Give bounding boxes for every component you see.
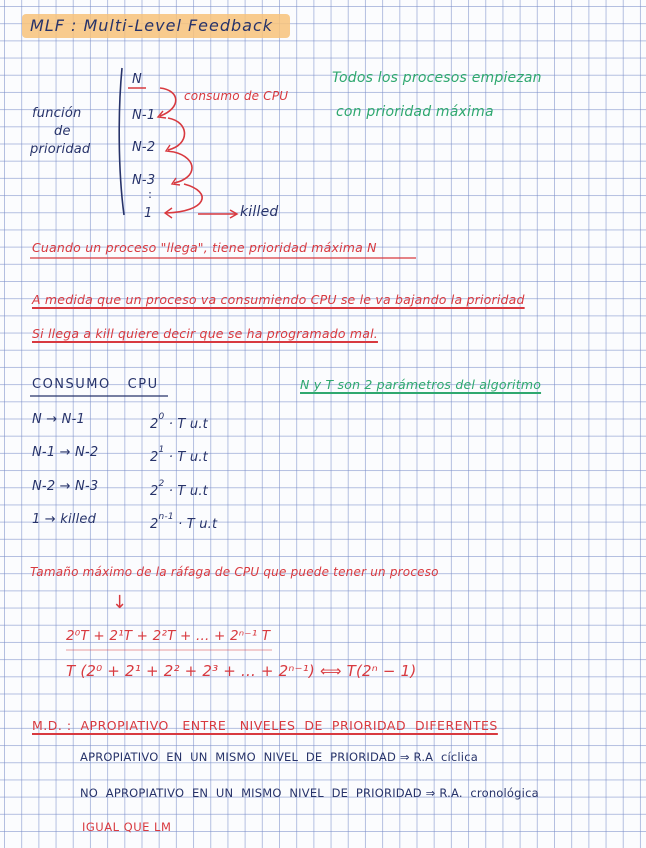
level-n-2: N-2 xyxy=(132,140,156,155)
md-line-3: NO APROPIATIVO EN UN MISMO NIVEL DE PRIORIDAD ⇒ R.A. cronológica xyxy=(80,786,539,800)
page-title: MLF : Multi-Level Feedback xyxy=(30,16,274,35)
diagram-label-line-3: prioridad xyxy=(30,142,91,157)
rafaga-line: Tamaño máximo de la ráfaga de CPU que puede tener un proceso xyxy=(30,565,439,579)
level-n-1: N-1 xyxy=(132,108,156,123)
consumo-row-right: $2^1 \cdot T$ u.t xyxy=(150,445,208,465)
arrow-label-consumo: consumo de CPU xyxy=(184,89,289,103)
consumo-row-right: $2^0 \cdot T$ u.t xyxy=(150,412,208,432)
formula-sum: 2⁰T + 2¹T + 2²T + ... + 2ⁿ⁻¹ T xyxy=(66,628,271,644)
red-line-2: A medida que un proceso va consumiendo CPU se le va bajando la prioridad xyxy=(32,292,525,307)
diagram-label-line-1: función xyxy=(32,106,82,121)
level-1: 1 xyxy=(144,206,153,221)
down-arrow-icon: ↓ xyxy=(112,592,128,613)
consumo-row-right: 2$^{n-1}$ · T u.t xyxy=(150,512,218,532)
consumo-row-left: 1 → killed xyxy=(32,512,97,527)
consumo-row-right: $2^2 \cdot T$ u.t xyxy=(150,479,208,499)
consumo-row-left: N → N-1 xyxy=(32,412,85,427)
consumo-row-left: N-2 → N-3 xyxy=(32,479,99,494)
green-note-line-1: Todos los procesos empiezan xyxy=(332,70,542,86)
md-line-2: APROPIATIVO EN UN MISMO NIVEL DE PRIORIDAD ⇒ R.A cíclica xyxy=(80,750,478,764)
red-line-3: Si llega a kill quiere decir que se ha programado mal. xyxy=(32,326,378,341)
diagram-label-line-2: de xyxy=(54,124,71,139)
formula-result: T (2⁰ + 2¹ + 2² + 2³ + ... + 2ⁿ⁻¹) ⟺ T(2ⁿ − 1) xyxy=(66,662,417,680)
consumo-header: CONSUMO CPU xyxy=(32,377,159,392)
md-line-4: IGUAL QUE LM xyxy=(82,820,172,834)
md-line-1: M.D. : APROPIATIVO ENTRE NIVELES DE PRIORIDAD DIFERENTES xyxy=(32,718,498,733)
level-n: N xyxy=(132,72,142,87)
consumo-green-note: N y T son 2 parámetros del algoritmo xyxy=(300,377,542,392)
consumo-row-left: N-1 → N-2 xyxy=(32,445,99,460)
green-note-line-2: con prioridad máxima xyxy=(336,104,494,120)
killed-label: killed xyxy=(240,204,279,220)
red-line-1: Cuando un proceso "llega", tiene prioridad máxima N xyxy=(32,240,377,255)
level-n-3: N-3 xyxy=(132,173,156,188)
